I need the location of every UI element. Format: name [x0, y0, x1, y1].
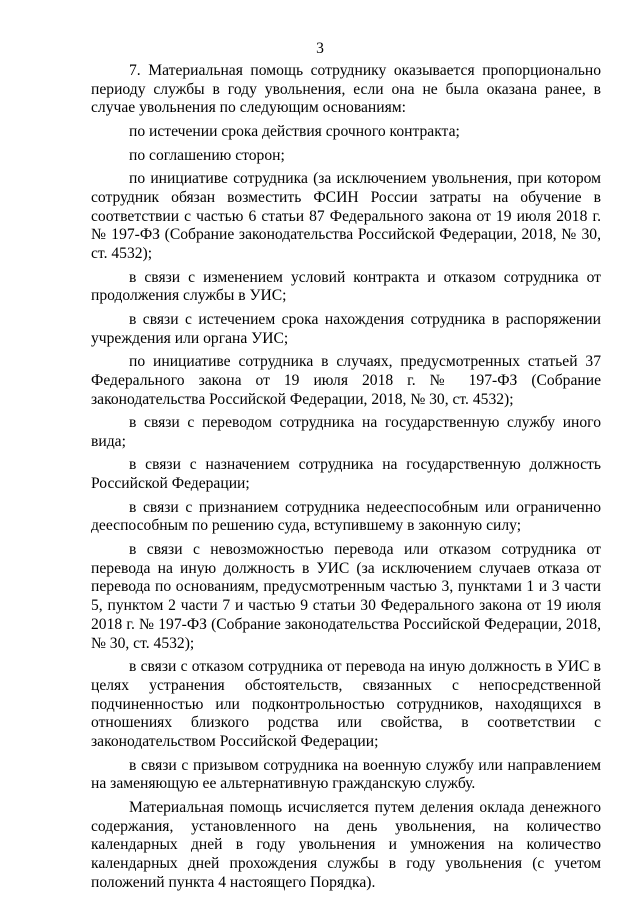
list-item-article-37: по инициативе сотрудника в случаях, предусмотренных статьей 37 Федерального закона от 19 июля 2018 г. № 197-ФЗ (Собрание законодательства Российской Федерации, 2018, № 30, ст. 4532);	[91, 353, 601, 408]
list-item-transfer-civil-service: в связи с переводом сотрудника на государственную службу иного вида;	[91, 414, 601, 450]
list-item-relatives-subordination: в связи с отказом сотрудника от перевода на иную должность в УИС в целях устранения обстоятельств, связанных с непосредственной подчиненностью или подконтрольностью сотрудников, находящихся в отношениях близкого родства или свойства, в соответствии с законодательством Российской Федерации;	[91, 658, 601, 750]
list-item-employee-initiative: по инициативе сотрудника (за исключением увольнения, при котором сотрудник обязан возместить ФСИН России затраты на обучение в соответствии с частью 6 статьи 87 Федерального закона от 19 июля 2018 г. № 197-ФЗ (Собрание законодательства Российской Федерации, 2018, № 30, ст. 4532);	[91, 170, 601, 262]
list-item-transfer-impossible: в связи с невозможностью перевода или отказом сотрудника от перевода на иную должность в УИС (за исключением случаев отказа от перевода по основаниям, предусмотренным частью 3, пунктами 1 и 3 части 5, пунктом 2 части 7 и частью 9 статьи 30 Федерального закона от 19 июля 2018 г. № 197-ФЗ (Собрание законодательства Российской Федерации, 2018, № 30, ст. 4532);	[91, 541, 601, 652]
list-item-contract-expiry: по истечении срока действия срочного контракта;	[129, 123, 460, 140]
page-number: 3	[316, 40, 324, 57]
list-item-contract-change: в связи с изменением условий контракта и отказом сотрудника от продолжения службы в УИС;	[91, 268, 601, 305]
paragraph-calculation: Материальная помощь исчисляется путем деления оклада денежного содержания, установленного на день увольнения, на количество календарных дней в году увольнения и умножения на количество календарных дней прохождения службы в году увольнения (с учетом положений пункта 4 настоящего Порядка).	[91, 798, 601, 891]
paragraph-clause-7: 7. Материальная помощь сотруднику оказывается пропорционально периоду службы в году увольнения, если она не была оказана ранее, в случае увольнения по следующим основаниям:	[91, 62, 601, 117]
document-body	[91, 62, 601, 897]
list-item-incapacity: в связи с признанием сотрудника недееспособным или ограниченно дееспособным по решению суда, вступившему в законную силу;	[91, 498, 601, 535]
list-item-reserve-expiry: в связи с истечением срока нахождения сотрудника в распоряжении учреждения или органа УИС;	[91, 310, 601, 347]
list-item-mutual-agreement: по соглашению сторон;	[129, 146, 285, 164]
list-item-military-conscription: в связи с призывом сотрудника на военную службу или направлением на заменяющую ее альтернативную гражданскую службу.	[91, 756, 601, 793]
list-item-state-position: в связи с назначением сотрудника на государственную должность Российской Федерации;	[91, 456, 601, 493]
